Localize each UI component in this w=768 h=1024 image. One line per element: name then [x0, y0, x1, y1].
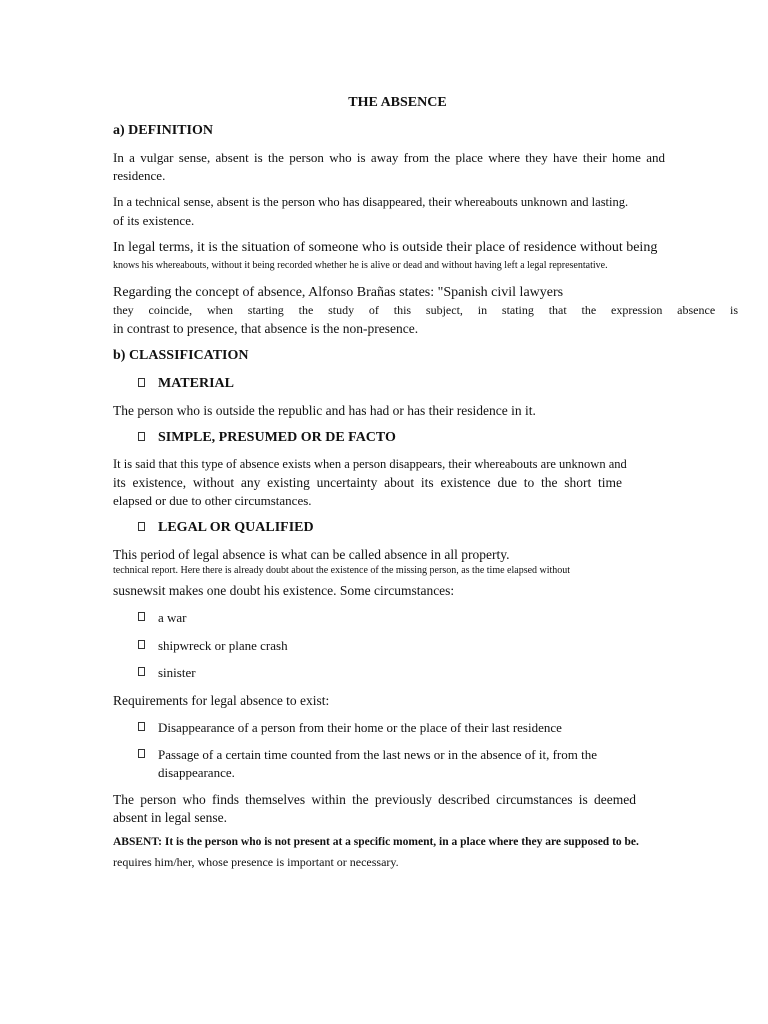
- subheading-material: MATERIAL: [158, 376, 234, 391]
- subheading-legal: LEGAL OR QUALIFIED: [158, 520, 314, 535]
- paragraph-line: in contrast to presence, that absence is the non-presence.: [113, 321, 419, 336]
- bullet-icon: [138, 378, 145, 387]
- paragraph-line: requires him/her, whose presence is important or necessary.: [113, 855, 399, 869]
- absent-definition: ABSENT: It is the person who is not present at a specific moment, in a place where they are supposed to be.: [113, 836, 639, 848]
- paragraph-line: elapsed or due to other circumstances.: [113, 493, 312, 508]
- paragraph-line: knows his whereabouts, without it being recorded whether he is alive or dead and without having left a legal representative.: [113, 260, 608, 271]
- document-title: THE ABSENCE: [348, 95, 447, 110]
- paragraph-line: The person who finds themselves within the previously described circumstances is deemed: [113, 792, 636, 807]
- paragraph-line: of its existence.: [113, 213, 195, 228]
- list-item: Passage of a certain time counted from the last news or in the absence of it, from the: [158, 747, 597, 762]
- list-item: a war: [158, 610, 187, 625]
- paragraph-line: susnewsit makes one doubt his existence. Some circumstances:: [113, 583, 455, 598]
- list-item: Disappearance of a person from their home or the place of their last residence: [158, 720, 562, 735]
- paragraph-line: they coincide, when starting the study of this subject, in stating that the expression absence is: [113, 303, 738, 317]
- section-heading-classification: b) CLASSIFICATION: [113, 348, 249, 363]
- bullet-icon: [138, 667, 145, 676]
- bullet-icon: [138, 640, 145, 649]
- bullet-icon: [138, 432, 145, 441]
- paragraph-line: This period of legal absence is what can be called absence in all property.: [113, 547, 510, 562]
- paragraph-line: The person who is outside the republic and has had or has their residence in it.: [113, 403, 536, 418]
- paragraph-line: It is said that this type of absence exists when a person disappears, their whereabouts are unknown and: [113, 457, 627, 471]
- list-item: disappearance.: [158, 765, 235, 780]
- paragraph-line: residence.: [113, 168, 166, 183]
- bullet-icon: [138, 522, 145, 531]
- section-heading-definition: a) DEFINITION: [113, 123, 213, 138]
- bullet-icon: [138, 749, 145, 758]
- paragraph-line: technical report. Here there is already doubt about the existence of the missing person, as the time elapsed without: [113, 565, 571, 576]
- paragraph-line: In legal terms, it is the situation of someone who is outside their place of residence without being: [113, 240, 658, 255]
- list-item: shipwreck or plane crash: [158, 638, 288, 653]
- bullet-icon: [138, 612, 145, 621]
- bullet-icon: [138, 722, 145, 731]
- paragraph-line: Regarding the concept of absence, Alfonso Brañas states: "Spanish civil lawyers: [113, 285, 564, 300]
- paragraph-line: In a technical sense, absent is the person who has disappeared, their whereabouts unknown and lasting.: [113, 195, 629, 209]
- paragraph-line: absent in legal sense.: [113, 810, 227, 825]
- paragraph-line: its existence, without any existing uncertainty about its existence due to the short time: [113, 475, 622, 490]
- list-item: sinister: [158, 665, 196, 680]
- paragraph-line: Requirements for legal absence to exist:: [113, 693, 330, 708]
- subheading-simple: SIMPLE, PRESUMED OR DE FACTO: [158, 430, 396, 445]
- paragraph-line: In a vulgar sense, absent is the person who is away from the place where they have their home and: [113, 150, 665, 165]
